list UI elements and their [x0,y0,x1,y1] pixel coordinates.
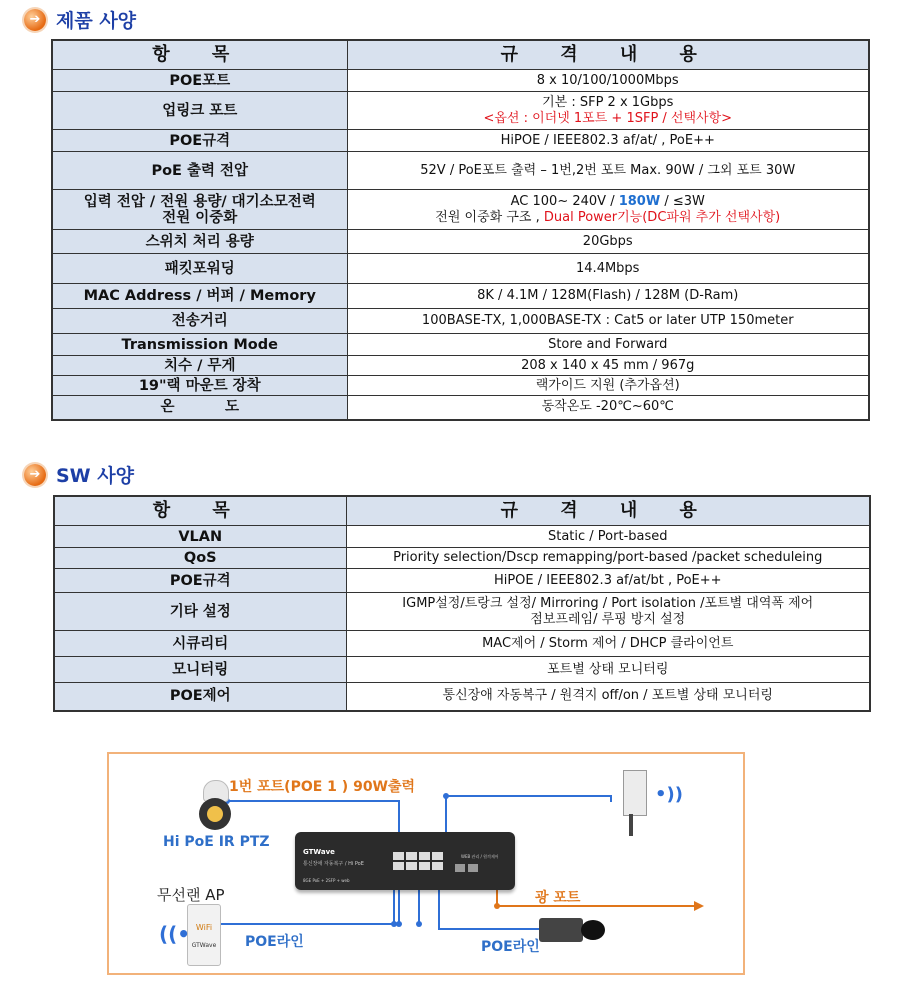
row-key: POE포트 [52,70,347,92]
row-key: 기타 설정 [54,593,346,631]
row-key: POE규격 [54,569,346,593]
ptz-camera-image [197,780,233,834]
row-key: 치수 / 무게 [52,356,347,376]
section-title-text: SW 사양 [56,465,134,487]
value-part: AC 100~ 240V / [510,193,619,209]
value-line [352,194,865,210]
row-key: VLAN [54,526,346,548]
table-row [52,254,869,284]
line-optical [497,872,694,906]
table-header-row [52,40,869,70]
poe-line-right-label: POE라인 [481,939,540,955]
table-row [54,593,870,631]
row-value: 포트별 상태 모니터링 [346,657,870,683]
row-key: MAC Address / 버퍼 / Memory [52,284,347,309]
row-value: 8 x 10/100/1000Mbps [347,70,869,92]
row-value: HiPOE / IEEE802.3 af/at/ , PoE++ [347,130,869,152]
table-row [54,548,870,569]
row-key: 시큐리티 [54,631,346,657]
rj45-ports [393,852,443,870]
table-header-row [54,496,870,526]
row-value: 208 x 140 x 45 mm / 967g [347,356,869,376]
table-row [54,569,870,593]
header-spec: 규 격 내 용 [346,496,870,526]
row-key: 업링크 포트 [52,92,347,130]
table-row [52,152,869,190]
arrow-circle-icon: ➔ [24,464,46,486]
row-value: Store and Forward [347,334,869,356]
row-key: QoS [54,548,346,569]
table-row [54,683,870,711]
header-spec: 규 격 내 용 [347,40,869,70]
row-value: 14.4Mbps [347,254,869,284]
row-key: POE제어 [54,683,346,711]
antenna-pole [629,814,633,836]
switch-brand: GTWave [303,848,335,856]
header-item: 항 목 [52,40,347,70]
row-key: Transmission Mode [52,334,347,356]
row-value: 20Gbps [347,230,869,254]
value-part: 전원 이중화 구조 , [435,209,544,225]
table-row [52,396,869,420]
row-key: 모니터링 [54,657,346,683]
table-row [52,190,869,230]
row-value: MAC제어 / Storm 제어 / DHCP 클라이언트 [346,631,870,657]
table-row [52,376,869,396]
sw-spec-table [53,495,871,712]
row-value: 통신장애 자동복구 / 원격지 off/on / 포트별 상태 모니터링 [346,683,870,711]
outdoor-antenna-image [623,770,647,816]
poe-switch-image [295,832,515,890]
value-line [352,210,865,226]
value-highlight: 180W [618,193,661,209]
row-value: Static / Port-based [346,526,870,548]
box-camera-image [539,916,609,944]
table-row [52,309,869,334]
sfp-ports [455,864,478,872]
row-value [347,190,869,230]
value-line: IGMP설정/트랑크 설정/ Mirroring / Port isolation /포트별 대역폭 제어 [402,595,814,611]
wifi-signal-icon: ((• [159,922,191,946]
row-key: 전송거리 [52,309,347,334]
line-to-ap-top [446,796,611,802]
row-value: 동작온도 -20℃~60℃ [347,396,869,420]
value-part: / ≤3W [660,193,705,209]
wifi-signal-icon: •)) [655,784,683,805]
row-value: HiPOE / IEEE802.3 af/at/bt , PoE++ [346,569,870,593]
section-title-product-spec [24,6,136,33]
switch-subtitle: 통신장애 자동복구 / Hi PoE [303,861,364,867]
table-row [54,526,870,548]
value-line: 점보프레임/ 루핑 방지 설정 [530,611,686,627]
row-value: Priority selection/Dscp remapping/port-based /packet scheduleing [346,548,870,569]
switch-model: 8GE PoE + 2SFP + web [303,878,350,883]
row-key: 19"랙 마운트 장착 [52,376,347,396]
row-key: 패킷포워딩 [52,254,347,284]
value-highlight: Dual Power기능(DC파워 추가 선택사항) [543,209,781,225]
product-spec-table [51,39,870,421]
row-value: 8K / 4.1M / 128M(Flash) / 128M (D-Ram) [347,284,869,309]
row-key: POE규격 [52,130,347,152]
header-item: 항 목 [54,496,346,526]
table-row [52,130,869,152]
table-row [52,284,869,309]
port1-label: 1번 포트(POE 1 ) 90W출력 [229,779,416,795]
arrow-circle-icon: ➔ [24,9,46,31]
row-value: 랙가이드 지원 (추가옵션) [347,376,869,396]
ptz-camera-label: Hi PoE IR PTZ [163,834,270,850]
switch-right-text: WEB 관리 / 원격제어 [461,854,499,859]
row-key [52,190,347,230]
row-key-line: 전원 이중화 [162,209,238,226]
row-value [346,593,870,631]
row-key: PoE 출력 전압 [52,152,347,190]
row-key: 온 도 [52,396,347,420]
connection-diagram [107,752,745,975]
row-key: 스위치 처리 용량 [52,230,347,254]
table-row [54,657,870,683]
table-row [52,70,869,92]
row-value: 52V / PoE포트 출력 – 1번,2번 포트 Max. 90W / 그외 포트 30W [347,152,869,190]
wireless-ap-image: WiFi GTWave [187,904,221,966]
optical-port-label: 광 포트 [535,890,581,906]
row-key-line: 입력 전압 / 전원 용량/ 대기소모전력 [83,193,316,210]
table-row [52,356,869,376]
ap-brand: GTWave [191,942,217,949]
table-row [54,631,870,657]
row-value: 100BASE-TX, 1,000BASE-TX : Cat5 or later UTP 150meter [347,309,869,334]
value-line: 기본 : SFP 2 x 1Gbps [542,94,674,110]
table-row [52,92,869,130]
ap-label: 무선랜 AP [157,886,225,904]
row-value [347,92,869,130]
poe-line-left-label: POE라인 [245,934,304,950]
table-row [52,334,869,356]
table-row [52,230,869,254]
value-option-line: <옵션 : 이더넷 1포트 + 1SFP / 선택사항> [483,110,733,126]
section-title-sw-spec [24,461,134,488]
section-title-text: 제품 사양 [56,10,137,32]
